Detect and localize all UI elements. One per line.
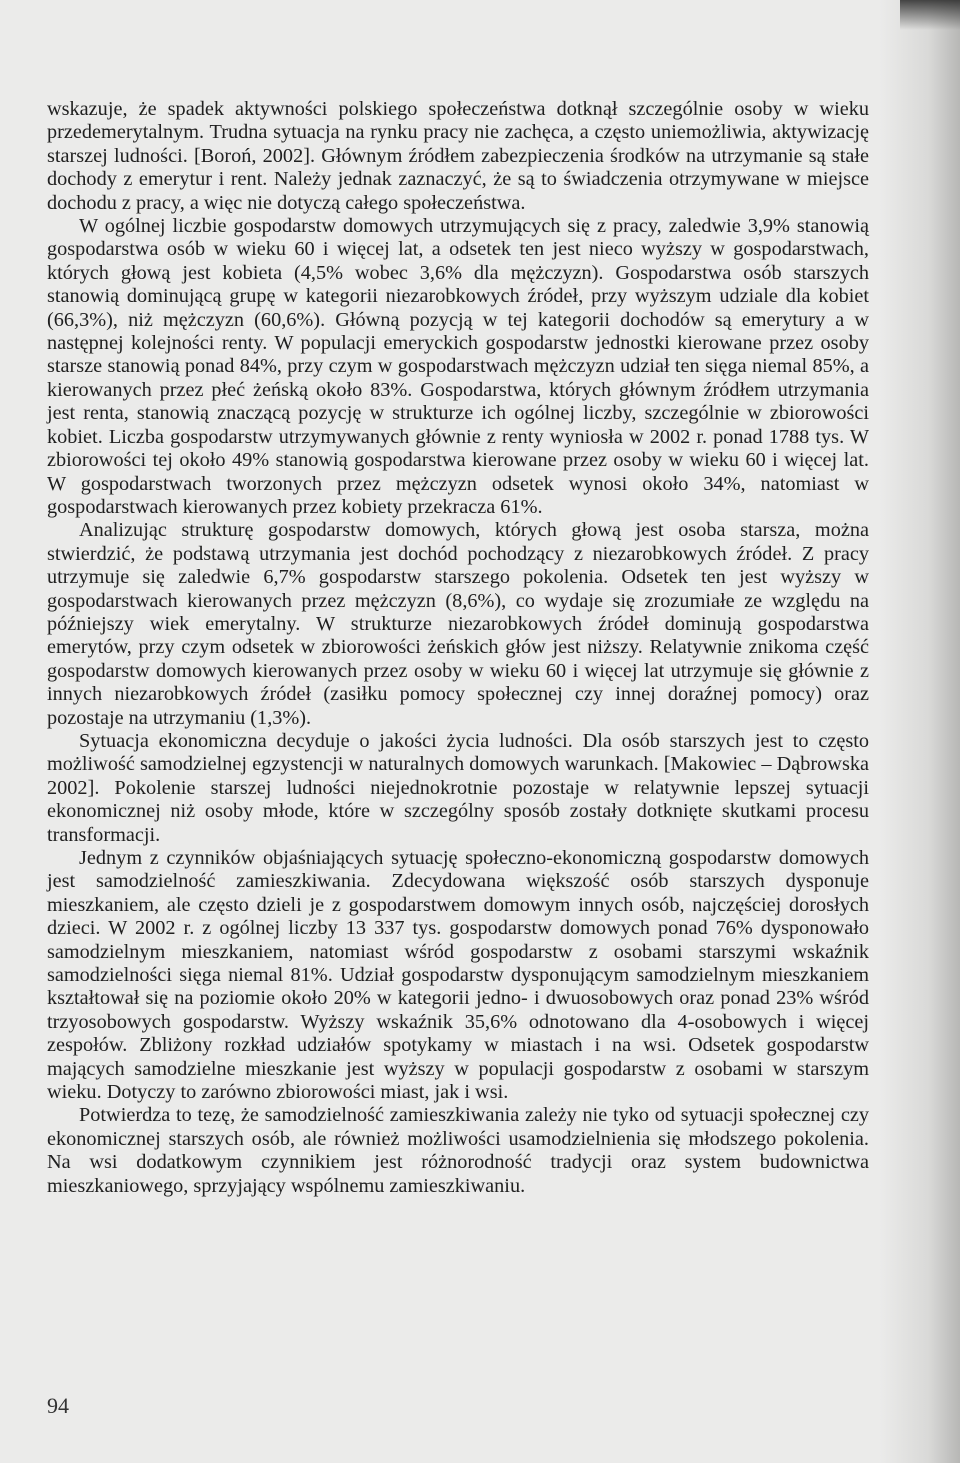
body-text — [47, 98, 869, 1198]
paragraph-5: Jednym z czynników objaśniających sytuację społeczno-ekonomiczną gospodarstw domowych jest samodzielność zamieszkiwania. Zdecydowana większość osób starszych dysponuje mieszkaniem, ale często dzieli je z gospodarstwem domowym innych osób, najczęściej dorosłych dzieci. W 2002 r. z ogólnej liczby 13 337 tys. gospodarstw domowych ponad 76% dysponowało samodzielnym mieszkaniem, natomiast wśród gospodarstw z osobami starszymi wskaźnik samodzielności sięga niemal 81%. Udział gospodarstw dysponującym samodzielnym mieszkaniem kształtował się na poziomie około 20% w kategorii jedno- i dwuosobowych oraz ponad 23% wśród trzyosobowych gospodarstw. Wyższy wskaźnik 35,6% odnotowano dla 4-osobowych i więcej zespołów. Zbliżony rozkład udziałów spotykamy w miastach i na wsi. Odsetek gospodarstw mających samodzielne mieszkanie jest wyższy w populacji gospodarstw z osobami w starszym wieku. Dotyczy to zarówno zbiorowości miast, jak i wsi. — [47, 847, 869, 1104]
paragraph-3: Analizując strukturę gospodarstw domowych, których głową jest osoba starsza, można stwierdzić, że podstawą utrzymania jest dochód pochodzący z niezarobkowych źródeł. Z pracy utrzymuje się zaledwie 6,7% gospodarstw starszego pokolenia. Odsetek ten jest wyższy w gospodarstwach kierowanych przez mężczyzn (8,6%), co wydaje się zrozumiałe ze względu na późniejszy wiek emerytalny. W strukturze niezarobkowych źródeł dominują gospodarstwa emerytów, przy czym odsetek w zbiorowości żeńskich głów jest niższy. Relatywnie znikoma część gospodarstw domowych kierowanych przez osoby w wieku 60 i więcej lat utrzymuje się głównie z innych niezarobkowych źródeł (zasiłku pomocy społecznej czy innej doraźnej pomocy) oraz pozostaje na utrzymaniu (1,3%). — [47, 519, 869, 729]
paragraph-1: wskazuje, że spadek aktywności polskiego społeczeństwa dotknął szczególnie osoby w wieku przedemerytalnym. Trudna sytuacja na rynku pracy nie zachęca, a często uniemożliwia, aktywizację starszej ludności. [Boroń, 2002]. Głównym źródłem zabezpieczenia środków na utrzymanie są stałe dochody z emerytur i rent. Należy jednak zaznaczyć, że są to świadczenia otrzymywane w miejsce dochodu z pracy, a więc nie dotyczą całego społeczeństwa. — [47, 98, 869, 214]
page-corner-shadow — [900, 0, 960, 30]
paragraph-2: W ogólnej liczbie gospodarstw domowych utrzymujących się z pracy, zaledwie 3,9% stanowią gospodarstwa osób w wieku 60 i więcej lat, a odsetek ten jest nieco wyższy w gospodarstwach, których głową jest kobieta (4,5% wobec 3,6% dla mężczyzn). Gospodarstwa osób starszych stanowią dominującą grupę w kategorii niezarobkowych źródeł, przy wyższym udziale dla kobiet (66,3%), niż mężczyzn (60,6%). Główną pozycją w tej kategorii dochodów są emerytury a w następnej kolejności renty. W populacji emeryckich gospodarstw jednostki kierowane przez osoby starsze stanowią ponad 84%, przy czym w gospodarstwach mężczyzn udział ten sięga niemal 85%, a kierowanych przez płeć żeńską około 83%. Gospodarstwa, których głównym źródłem utrzymania jest renta, stanowią znaczącą pozycję w strukturze ich ogólnej liczby, szczególnie w zbiorowości kobiet. Liczba gospodarstw utrzymywanych głównie z renty wyniosła w 2002 r. ponad 1788 tys. W zbiorowości tej około 49% stanowią gospodarstwa kierowane przez osoby w wieku 60 i więcej lat. W gospodarstwach tworzonych przez mężczyzn odsetek wynosi około 34%, natomiast w gospodarstwach kierowanych przez kobiety przekracza 61%. — [47, 215, 869, 518]
page-number: 94 — [47, 1393, 69, 1418]
paragraph-6: Potwierdza to tezę, że samodzielność zamieszkiwania zależy nie tyko od sytuacji społecznej czy ekonomicznej starszych osób, ale również możliwości usamodzielnienia się młodszego pokolenia. Na wsi dodatkowym czynnikiem jest różnorodność tradycji oraz system budownictwa mieszkaniowego, sprzyjający wspólnemu zamieszkiwaniu. — [47, 1104, 869, 1197]
page-edge-shadow — [880, 0, 960, 1463]
paragraph-4: Sytuacja ekonomiczna decyduje o jakości życia ludności. Dla osób starszych jest to często możliwość samodzielnej egzystencji w naturalnych domowych warunkach. [Makowiec – Dąbrowska 2002]. Pokolenie starszej ludności niejednokrotnie pozostaje w relatywnie lepszej sytuacji ekonomicznej niż osoby młode, które w szczególny sposób zostały dotknięte skutkami procesu transformacji. — [47, 729, 869, 846]
